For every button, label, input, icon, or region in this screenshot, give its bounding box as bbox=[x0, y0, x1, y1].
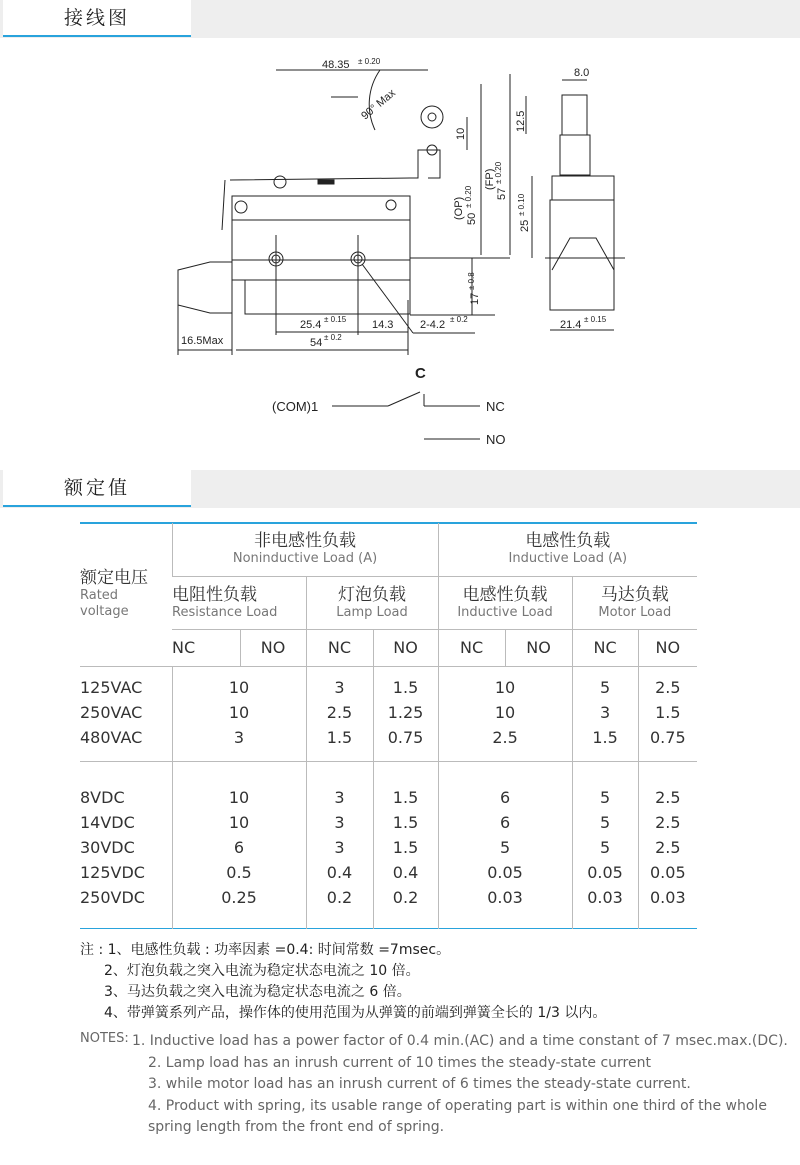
value: 1.5 bbox=[655, 702, 681, 722]
value: 0.05 bbox=[587, 862, 623, 882]
value: 10 bbox=[228, 677, 250, 697]
inductive-cell bbox=[438, 666, 572, 761]
value: 6 bbox=[233, 837, 245, 857]
subgroup-header: 电阻性负载 Resistance Load bbox=[172, 576, 306, 629]
svg-text:8.0: 8.0 bbox=[574, 67, 590, 79]
value: 1.5 bbox=[392, 812, 419, 832]
motor_no-cell bbox=[638, 666, 697, 761]
svg-text:± 0.15: ± 0.15 bbox=[584, 315, 607, 324]
value: 6 bbox=[499, 787, 511, 807]
value: 10 bbox=[494, 677, 516, 697]
svg-text:± 0.2: ± 0.2 bbox=[450, 315, 468, 324]
svg-text:± 0.10: ± 0.10 bbox=[517, 193, 526, 216]
value: 6 bbox=[499, 812, 511, 832]
value: 3 bbox=[599, 702, 611, 722]
svg-text:12.5: 12.5 bbox=[515, 110, 527, 132]
value: 2.5 bbox=[655, 812, 681, 832]
note-en: 3. while motor load has an inrush current of 6 times the steady-state current. bbox=[148, 1076, 691, 1092]
value: 0.25 bbox=[221, 887, 257, 907]
lamp_nc-cell bbox=[306, 761, 373, 929]
value: 3 bbox=[334, 677, 345, 697]
svg-text:50: 50 bbox=[466, 212, 478, 225]
subgroup-header: 电感性负载 Inductive Load bbox=[438, 576, 572, 629]
rating-section-header bbox=[0, 470, 800, 508]
note-en: 2. Lamp load has an inrush current of 10 times the steady-state current bbox=[148, 1055, 651, 1071]
value: 2.5 bbox=[655, 677, 681, 697]
value: 5 bbox=[599, 787, 611, 807]
switch-body bbox=[232, 196, 410, 280]
value: 1.25 bbox=[387, 702, 424, 722]
value: 2.5 bbox=[655, 787, 681, 807]
value: 1.5 bbox=[326, 727, 353, 747]
wiring-section-header bbox=[0, 0, 800, 38]
svg-text:± 0.2: ± 0.2 bbox=[324, 333, 342, 342]
svg-text:NC: NC bbox=[486, 399, 505, 414]
value: 1.5 bbox=[592, 727, 618, 747]
contact-header: NC bbox=[572, 629, 638, 666]
value: 1.5 bbox=[392, 677, 419, 697]
svg-text:± 0.15: ± 0.15 bbox=[324, 315, 347, 324]
value: 0.5 bbox=[226, 862, 252, 882]
value: 250VAC bbox=[80, 702, 143, 722]
value: 125VAC bbox=[80, 677, 143, 697]
svg-text:21.4: 21.4 bbox=[560, 319, 582, 331]
motor_nc-cell bbox=[572, 761, 638, 929]
svg-text:C: C bbox=[415, 365, 426, 382]
value: 0.05 bbox=[650, 862, 686, 882]
lamp_no-cell bbox=[373, 761, 438, 929]
svg-text:± 0.20: ± 0.20 bbox=[494, 161, 503, 184]
rated-voltage-header: 额定电压 Rated voltage bbox=[80, 523, 172, 666]
motor_nc-cell bbox=[572, 666, 638, 761]
value: 0.05 bbox=[487, 862, 523, 882]
svg-text:± 0.8: ± 0.8 bbox=[467, 272, 476, 290]
group-header: 非电感性负载 Noninductive Load (A) bbox=[172, 523, 438, 576]
value: 3 bbox=[334, 812, 345, 832]
value: 10 bbox=[228, 702, 250, 722]
lamp_no-cell bbox=[373, 666, 438, 761]
value: 5 bbox=[599, 812, 611, 832]
value: 0.03 bbox=[487, 887, 523, 907]
value: 30VDC bbox=[80, 837, 135, 857]
value: 5 bbox=[599, 837, 611, 857]
value: 0.2 bbox=[326, 887, 353, 907]
contact-header: NC bbox=[438, 629, 505, 666]
value: 0.75 bbox=[650, 727, 686, 747]
note-zh: 2、灯泡负载之突入电流为稳定状态电流之 10 倍。 bbox=[104, 963, 420, 979]
notes-zh bbox=[80, 940, 606, 1024]
value: 3 bbox=[233, 727, 245, 747]
value: 10 bbox=[494, 702, 516, 722]
lamp_nc-cell bbox=[306, 666, 373, 761]
contact-header: NC bbox=[306, 629, 373, 666]
note-zh: 4、带弹簧系列产品，操作体的使用范围为从弹簧的前端到弹簧全长的 1/3 以内。 bbox=[104, 1005, 607, 1021]
value: 10 bbox=[228, 812, 250, 832]
svg-text:(OP): (OP) bbox=[453, 196, 465, 220]
note-en: 1. Inductive load has a power factor of 0.4 min.(AC) and a time constant of 7 msec.max.(DC). bbox=[132, 1033, 788, 1049]
value: 0.4 bbox=[326, 862, 353, 882]
contact-header: NO bbox=[638, 629, 697, 666]
contact-header: NC bbox=[172, 629, 240, 666]
svg-text:10: 10 bbox=[455, 127, 467, 140]
value: 0.4 bbox=[392, 862, 419, 882]
group-header: 电感性负载 Inductive Load (A) bbox=[438, 523, 697, 576]
value: 5 bbox=[599, 677, 611, 697]
dimension-drawing bbox=[0, 40, 800, 460]
notes-label: NOTES: bbox=[80, 1031, 129, 1046]
svg-text:25.4: 25.4 bbox=[300, 319, 322, 331]
value: 8VDC bbox=[80, 787, 125, 807]
note-zh: 注 : 1、电感性负载 : 功率因素 =0.4: 时间常数 =7msec。 bbox=[80, 942, 451, 958]
svg-text:± 0.20: ± 0.20 bbox=[358, 57, 381, 66]
svg-text:14.3: 14.3 bbox=[372, 319, 394, 331]
value: 5 bbox=[499, 837, 511, 857]
value: 3 bbox=[334, 837, 345, 857]
value: 10 bbox=[228, 787, 250, 807]
note-en: 4. Product with spring, its usable range of operating part is within one third of the whole bbox=[148, 1098, 767, 1114]
value: 0.03 bbox=[650, 887, 686, 907]
value: 480VAC bbox=[80, 727, 143, 747]
note-en: spring length from the front end of spring. bbox=[148, 1119, 445, 1135]
value: 125VDC bbox=[80, 862, 145, 882]
svg-text:± 0.20: ± 0.20 bbox=[464, 185, 473, 208]
svg-text:NO: NO bbox=[486, 432, 506, 447]
svg-text:(FP): (FP) bbox=[484, 168, 496, 190]
svg-text:(COM)1: (COM)1 bbox=[272, 399, 319, 414]
value: 3 bbox=[334, 787, 345, 807]
svg-text:2-4.2: 2-4.2 bbox=[420, 319, 446, 331]
svg-text:17: 17 bbox=[469, 292, 481, 305]
value: 2.5 bbox=[492, 727, 518, 747]
rating-table bbox=[80, 523, 697, 929]
svg-text:25: 25 bbox=[519, 219, 531, 232]
svg-text:57: 57 bbox=[496, 187, 508, 200]
inductive-cell bbox=[438, 761, 572, 929]
value: 0.2 bbox=[392, 887, 419, 907]
resistance-cell bbox=[172, 666, 306, 761]
value: 1.5 bbox=[392, 787, 419, 807]
motor_no-cell bbox=[638, 761, 697, 929]
svg-text:54: 54 bbox=[310, 337, 323, 349]
subgroup-header: 马达负载 Motor Load bbox=[572, 576, 697, 629]
value: 14VDC bbox=[80, 812, 135, 832]
voltages-cell bbox=[80, 761, 172, 929]
section-title: 接线图 bbox=[3, 0, 191, 37]
note-zh: 3、马达负载之突入电流为稳定状态电流之 6 倍。 bbox=[104, 984, 411, 1000]
svg-text:16.5Max: 16.5Max bbox=[181, 335, 224, 347]
contact-header: NO bbox=[505, 629, 572, 666]
value: 250VDC bbox=[80, 887, 145, 907]
value: 0.75 bbox=[387, 727, 424, 747]
contact-header: NO bbox=[240, 629, 306, 666]
value: 2.5 bbox=[326, 702, 353, 722]
section-title: 额定值 bbox=[3, 470, 191, 507]
contact-header: NO bbox=[373, 629, 438, 666]
value: 0.03 bbox=[587, 887, 623, 907]
subgroup-header: 灯泡负载 Lamp Load bbox=[306, 576, 438, 629]
value: 1.5 bbox=[392, 837, 419, 857]
svg-text:48.35: 48.35 bbox=[322, 59, 350, 71]
voltages-cell bbox=[80, 666, 172, 761]
plunger-boot bbox=[178, 262, 232, 313]
value: 2.5 bbox=[655, 837, 681, 857]
svg-text:90° Max: 90° Max bbox=[359, 87, 398, 123]
resistance-cell bbox=[172, 761, 306, 929]
